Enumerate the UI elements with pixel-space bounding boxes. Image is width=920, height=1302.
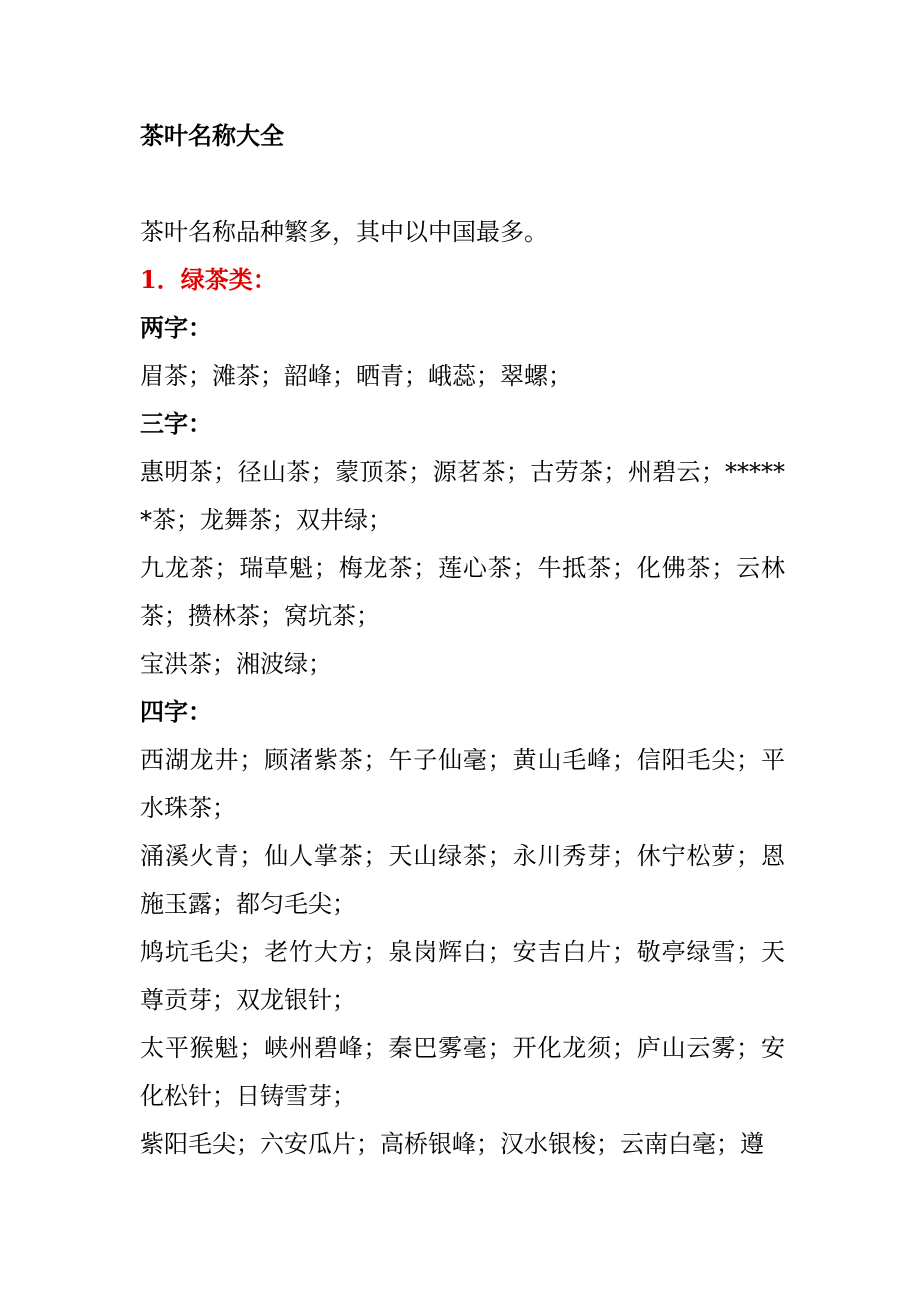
tea-list-paragraph: 惠明茶；径山茶；蒙顶茶；源茗茶；古劳茶；州碧云；******茶；龙舞茶；双井绿；: [140, 458, 785, 534]
tea-list-paragraph: 西湖龙井；顾渚紫茶；午子仙毫；黄山毛峰；信阳毛尖；平水珠茶；: [140, 746, 785, 822]
tea-list-paragraph: 太平猴魁；峡州碧峰；秦巴雾毫；开化龙须；庐山云雾；安化松针；日铸雪芽；: [140, 1034, 785, 1110]
tea-list-paragraph: 紫阳毛尖；六安瓜片；高桥银峰；汉水银梭；云南白毫；遵: [140, 1130, 764, 1158]
tea-list-paragraph: 九龙茶；瑞草魁；梅龙茶；莲心茶；牛抵茶；化佛茶；云林茶；攒林茶；窝坑茶；: [140, 554, 785, 630]
group-label-two-char: 两字：: [140, 313, 212, 342]
document-page: [140, 112, 785, 1168]
tea-list-paragraph: 宝洪茶；湘波绿；: [140, 650, 332, 678]
section-heading-green-tea: 1．绿茶类：: [140, 265, 277, 294]
group-label-three-char: 三字：: [140, 409, 212, 438]
tea-list-paragraph: 鸠坑毛尖；老竹大方；泉岗辉白；安吉白片；敬亭绿雪；天尊贡芽；双龙银针；: [140, 938, 785, 1014]
tea-list-paragraph: 涌溪火青；仙人掌茶；天山绿茶；永川秀芽；休宁松萝；恩施玉露；都匀毛尖；: [140, 842, 785, 918]
tea-list-paragraph: 眉茶；滩茶；韶峰；晒青；峨蕊；翠螺；: [140, 362, 572, 390]
group-label-four-char: 四字：: [140, 697, 212, 726]
intro-paragraph: 茶叶名称品种繁多，其中以中国最多。: [140, 218, 548, 246]
document-title: 茶叶名称大全: [140, 121, 284, 150]
